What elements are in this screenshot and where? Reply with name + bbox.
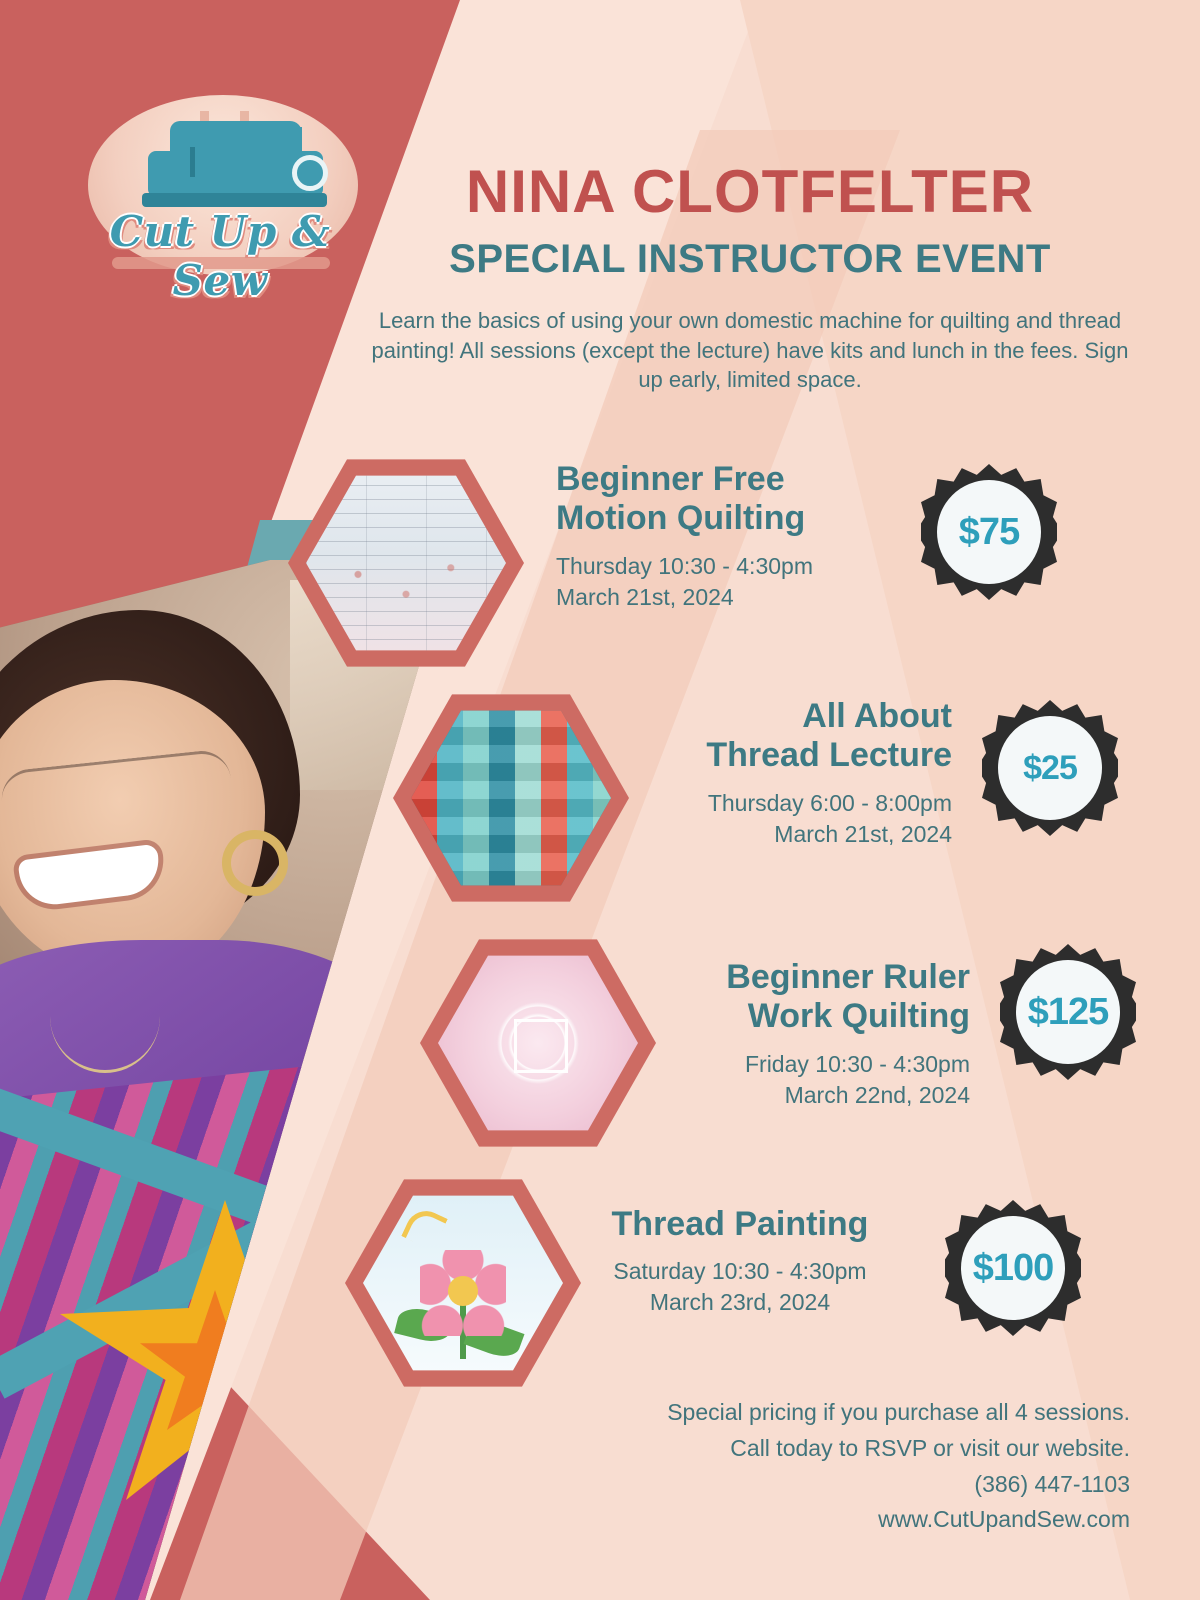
footer-phone[interactable]: (386) 447-1103 [974, 1470, 1130, 1497]
session-1-time: Thursday 10:30 - 4:30pm [556, 552, 813, 579]
session-3-time: Friday 10:30 - 4:30pm [744, 1050, 970, 1077]
session-1-title-line1: Beginner Free [556, 460, 785, 498]
sewing-machine-icon [142, 117, 327, 212]
page-title: NINA CLOTFELTER [465, 158, 1035, 225]
session-3-title-line2: Work Quilting [747, 997, 970, 1036]
session-1-details [556, 460, 916, 613]
badge-disc [961, 1216, 1065, 1320]
session-1-price: $75 [958, 510, 1020, 553]
session-2-price-badge [982, 700, 1118, 836]
session-1-date: March 21st, 2024 [556, 583, 734, 610]
session-4-details [560, 1205, 920, 1319]
logo-machine-base [142, 193, 327, 207]
badge-disc [998, 716, 1102, 820]
header [330, 160, 1170, 395]
footer [490, 1395, 1130, 1538]
session-3-date: March 22nd, 2024 [784, 1081, 970, 1108]
flower-sprout [401, 1204, 448, 1251]
session-3-details [620, 958, 970, 1111]
session-4-date: March 23rd, 2024 [649, 1289, 831, 1316]
session-4-price-badge [945, 1200, 1081, 1336]
badge-disc [1016, 960, 1120, 1064]
intro-paragraph: Learn the basics of using your own domestic machine for quilting and thread painting! All sessions (except the lecture) have kits and lunch in the fees. Sign up early, limited space. [371, 308, 1129, 393]
session-2-price: $25 [1023, 748, 1077, 787]
session-4-time: Saturday 10:30 - 4:30pm [613, 1258, 867, 1285]
session-2-title-line2: Thread Lecture [706, 736, 952, 775]
photo-necklace [50, 960, 160, 1073]
session-2-title-line1: All About [802, 697, 952, 735]
logo-machine-needle [190, 147, 195, 177]
footer-line-2: Call today to RSVP or visit our website. [730, 1435, 1130, 1462]
logo-machine-handwheel [292, 155, 328, 191]
session-2-details [600, 697, 952, 850]
session-2-time: Thursday 6:00 - 8:00pm [707, 789, 952, 816]
session-3-title-line1: Beginner Ruler [726, 958, 970, 996]
thread-spools-photo [411, 707, 611, 889]
quilt-sampler-photo [306, 472, 506, 654]
session-1-price-badge [921, 464, 1057, 600]
session-2-date: March 21st, 2024 [774, 820, 952, 847]
session-1-title-line2: Motion Quilting [556, 499, 806, 538]
logo-text: Cut Up & Sew [109, 207, 331, 305]
session-3-price-badge [1000, 944, 1136, 1080]
ruler-work-quilt-photo [438, 952, 638, 1134]
session-3-price: $125 [1027, 990, 1109, 1033]
page-subtitle: SPECIAL INSTRUCTOR EVENT [449, 237, 1051, 281]
footer-line-1: Special pricing if you purchase all 4 sessions. [667, 1399, 1130, 1426]
brand-logo [70, 95, 370, 305]
session-4-price: $100 [972, 1246, 1054, 1289]
session-4-title-line1: Thread Painting [611, 1205, 869, 1243]
flower-center [448, 1276, 478, 1306]
footer-website[interactable]: www.CutUpandSew.com [878, 1506, 1130, 1533]
badge-disc [937, 480, 1041, 584]
thread-painted-flower-photo [363, 1192, 563, 1374]
